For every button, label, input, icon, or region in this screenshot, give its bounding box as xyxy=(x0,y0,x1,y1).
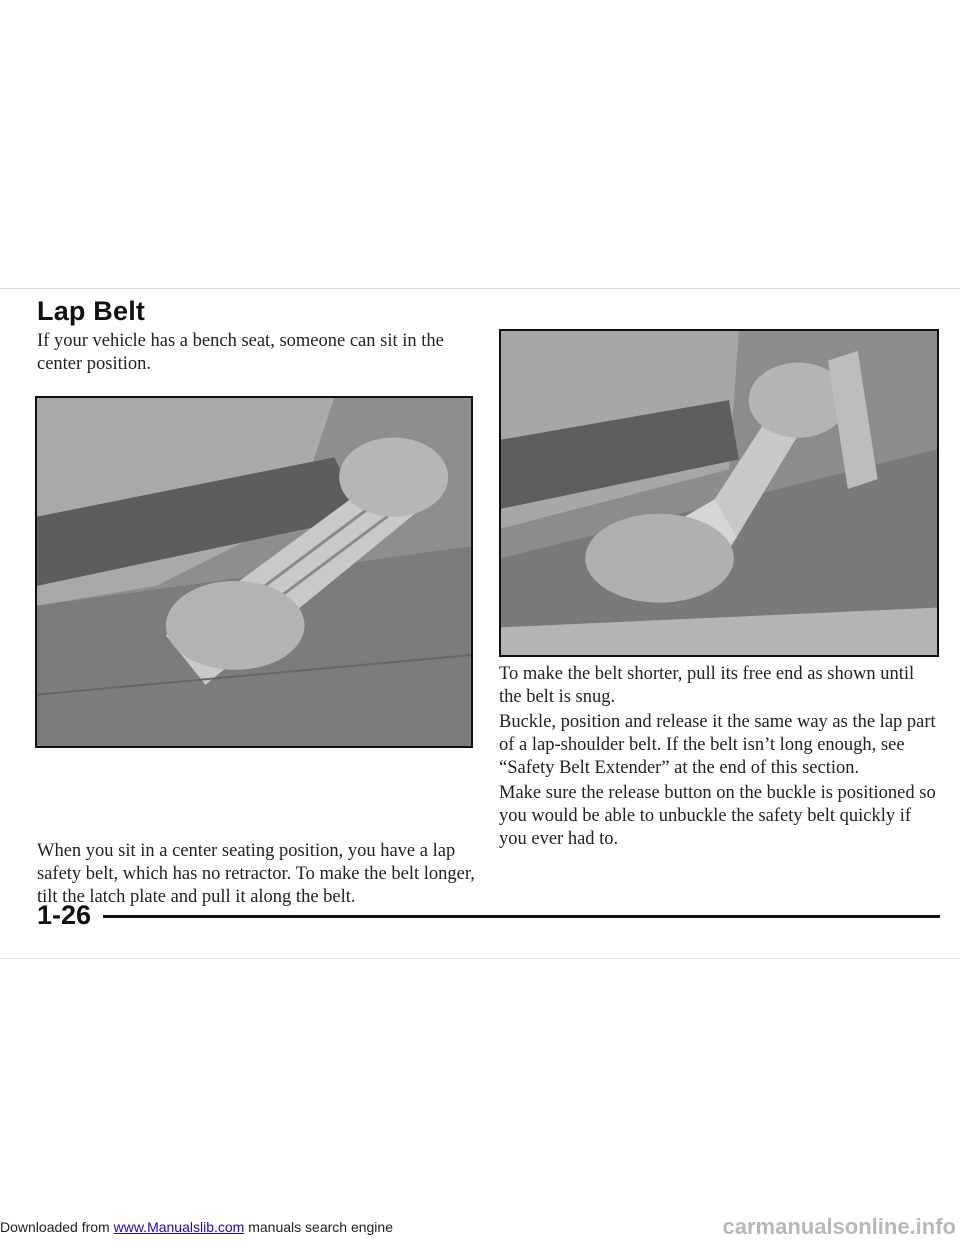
bottom-light-divider xyxy=(0,958,960,959)
banner-prefix: Downloaded from xyxy=(0,1219,114,1235)
top-divider xyxy=(0,288,960,289)
left-body-paragraph: When you sit in a center seating position, you have a lap safety belt, which has no retractor. To make the belt longer, tilt the latch plate and pull it along the belt. xyxy=(37,841,475,907)
lengthen-belt-drawing xyxy=(37,398,471,746)
page-number: 1-26 xyxy=(37,900,92,930)
download-banner xyxy=(0,1219,393,1237)
right-paragraph-2: Buckle, position and release it the same way as the lap part of a lap-shoulder belt. If the belt isn’t long enough, see “Safety Belt Extender” at the end of this section. xyxy=(499,712,936,778)
banner-suffix: manuals search engine xyxy=(244,1219,393,1235)
bottom-divider xyxy=(103,915,940,918)
right-paragraph-3: Make sure the release button on the buckle is positioned so you would be able to unbuckle the safety belt quickly if you ever had to. xyxy=(499,783,936,849)
intro-paragraph: If your vehicle has a bench seat, someone can sit in the center position. xyxy=(37,331,444,374)
manualslib-link[interactable]: www.Manualslib.com xyxy=(113,1219,245,1235)
shorten-belt-drawing xyxy=(501,331,937,655)
illustration-lengthen-belt xyxy=(35,396,473,748)
illustration-shorten-belt xyxy=(499,329,939,657)
right-paragraph-1: To make the belt shorter, pull its free end as shown until the belt is snug. xyxy=(499,664,915,707)
section-heading: Lap Belt xyxy=(37,296,146,326)
site-watermark: carmanualsonline.info xyxy=(722,1214,956,1239)
